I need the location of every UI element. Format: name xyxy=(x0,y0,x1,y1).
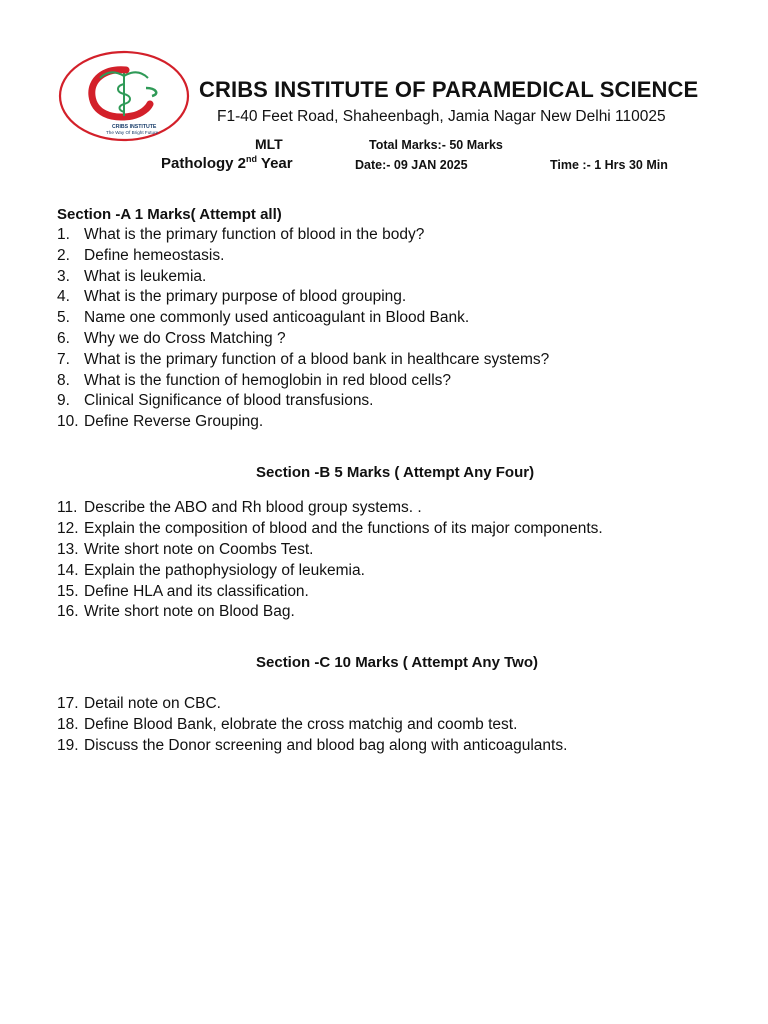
question-text: Detail note on CBC. xyxy=(84,695,221,712)
institute-name: CRIBS INSTITUTE OF PARAMEDICAL SCIENCE xyxy=(199,77,699,102)
question-text: Write short note on Blood Bag. xyxy=(84,603,295,621)
question-number: 18. xyxy=(57,715,79,733)
question-text: Explain the pathophysiology of leukemia. xyxy=(84,561,365,579)
question-text: Describe the ABO and Rh blood group systems. . xyxy=(84,499,422,516)
question-text: Define hemeostasis. xyxy=(84,246,225,264)
question-number: 5. xyxy=(57,309,70,327)
subject-line xyxy=(161,155,293,172)
section-b-heading: Section -B 5 Marks ( Attempt Any Four) xyxy=(256,464,535,481)
exam-time: Time :- 1 Hrs 30 Min xyxy=(550,158,668,172)
question-text: Clinical Significance of blood transfusions. xyxy=(84,392,374,410)
logo-tagline: The Way Of Bright Future xyxy=(106,130,159,135)
question-text: Name one commonly used anticoagulant in Blood Bank. xyxy=(84,309,470,327)
question-text: Write short note on Coombs Test. xyxy=(84,540,314,558)
question-text: Why we do Cross Matching ? xyxy=(84,329,286,347)
question-text: Define Reverse Grouping. xyxy=(84,413,264,431)
question-number: 16. xyxy=(57,603,79,621)
subject-prefix: Pathology 2 xyxy=(161,155,247,172)
question-text: Define Blood Bank, elobrate the cross matchig and coomb test. xyxy=(84,715,518,733)
question-text: Discuss the Donor screening and blood bag along with anticoagulants. xyxy=(84,736,568,754)
question-number: 7. xyxy=(57,350,70,368)
institute-logo xyxy=(56,48,192,144)
question-text: What is the primary function of a blood bank in healthcare systems? xyxy=(84,350,550,368)
subject-suffix: Year xyxy=(257,155,293,172)
section-c-heading: Section -C 10 Marks ( Attempt Any Two) xyxy=(256,654,538,671)
exam-date: Date:- 09 JAN 2025 xyxy=(355,158,468,172)
subject-sup: nd xyxy=(246,154,258,164)
question-number: 9. xyxy=(57,392,70,410)
question-number: 13. xyxy=(57,540,79,558)
question-number: 12. xyxy=(57,519,79,537)
question-number: 2. xyxy=(57,246,70,264)
section-a-heading: Section -A 1 Marks( Attempt all) xyxy=(57,206,282,223)
course-name: MLT xyxy=(255,136,283,152)
question-number: 1. xyxy=(57,226,70,243)
question-number: 14. xyxy=(57,561,79,579)
total-marks: Total Marks:- 50 Marks xyxy=(369,138,503,152)
question-text: What is the function of hemoglobin in red blood cells? xyxy=(84,371,452,389)
institute-address: F1-40 Feet Road, Shaheenbagh, Jamia Nagar New Delhi 110025 xyxy=(217,108,666,125)
question-number: 4. xyxy=(57,288,70,306)
question-text: What is leukemia. xyxy=(84,267,207,285)
question-text: Define HLA and its classification. xyxy=(84,582,309,600)
question-number: 19. xyxy=(57,736,79,754)
question-text: What is the primary function of blood in the body? xyxy=(84,226,425,243)
question-number: 6. xyxy=(57,329,70,347)
logo-text: CRIBS INSTITUTE xyxy=(112,124,157,130)
question-number: 8. xyxy=(57,371,70,389)
question-number: 10. xyxy=(57,413,79,431)
question-number: 17. xyxy=(57,695,79,712)
question-number: 15. xyxy=(57,582,79,600)
question-number: 3. xyxy=(57,267,70,285)
question-text: Explain the composition of blood and the functions of its major components. xyxy=(84,519,603,537)
question-text: What is the primary purpose of blood grouping. xyxy=(84,288,407,306)
question-number: 11. xyxy=(57,499,78,516)
